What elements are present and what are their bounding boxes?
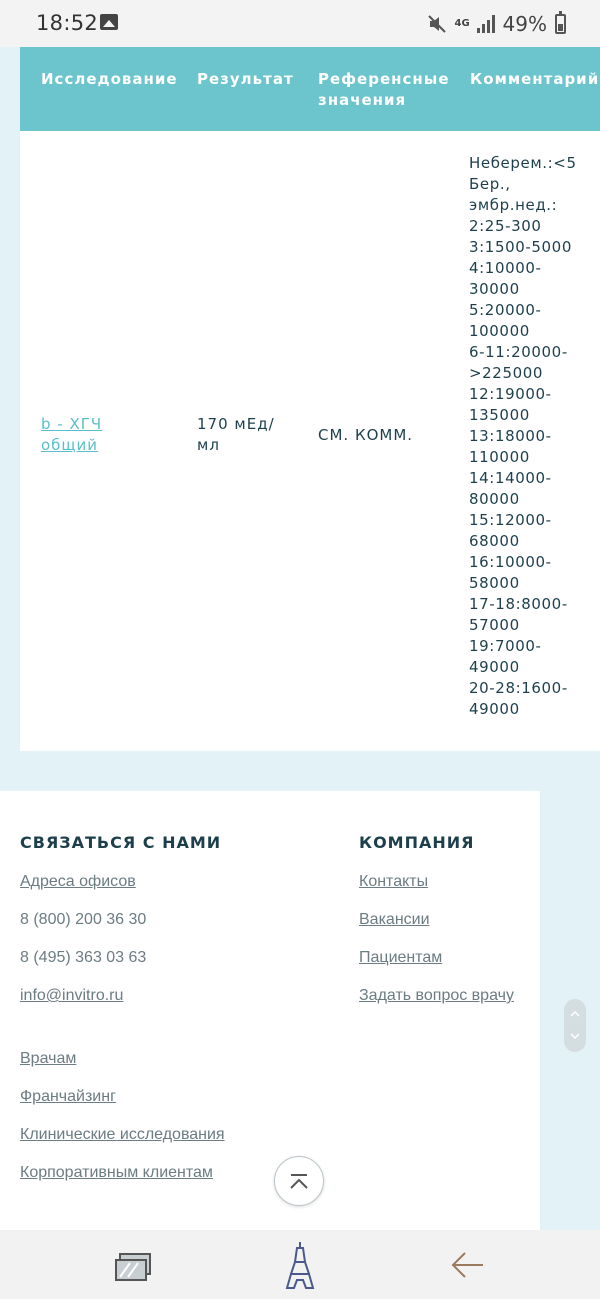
- battery-percent: 49%: [502, 12, 547, 36]
- battery-icon: [555, 14, 566, 34]
- scroll-to-top-button[interactable]: [274, 1156, 324, 1206]
- phone-2[interactable]: 8 (495) 363 03 63: [20, 949, 147, 966]
- study-link[interactable]: [41, 414, 102, 456]
- study-link-line2: общий: [41, 436, 99, 454]
- comment-line: 30000: [469, 280, 520, 298]
- vacancies-link[interactable]: Вакансии: [359, 911, 430, 928]
- scroll-handle[interactable]: [564, 999, 586, 1052]
- comment-line: 80000: [469, 490, 520, 508]
- comment-line: 57000: [469, 616, 520, 634]
- comment-line: 4:10000-: [469, 259, 542, 277]
- comment-line: >225000: [469, 364, 544, 382]
- tabs-icon: [108, 1240, 158, 1290]
- bottom-nav-bar: [0, 1230, 600, 1299]
- comment-line: 6-11:20000-: [469, 343, 568, 361]
- contact-heading: СВЯЗАТЬСЯ С НАМИ: [20, 833, 222, 852]
- comment-line: 58000: [469, 574, 520, 592]
- scroll-arrows-icon: [564, 999, 586, 1052]
- result-value-line2: мл: [197, 436, 220, 454]
- comment-line: 13:18000-: [469, 427, 552, 445]
- status-time: 18:52: [36, 11, 99, 35]
- comment-line: Неберем.:<5: [469, 154, 577, 172]
- comment-line: 12:19000-: [469, 385, 552, 403]
- gallery-icon: [100, 14, 118, 30]
- comment-line: 100000: [469, 322, 530, 340]
- header-result: Результат: [197, 70, 294, 88]
- comment-line: 49000: [469, 700, 520, 718]
- back-arrow-icon: [443, 1240, 493, 1290]
- franchise-link[interactable]: Франчайзинг: [20, 1088, 116, 1105]
- home-button[interactable]: [275, 1240, 325, 1290]
- signal-icon: [477, 15, 495, 33]
- contacts-link[interactable]: Контакты: [359, 873, 429, 890]
- patients-link[interactable]: Пациентам: [359, 949, 443, 966]
- header-reference-line1: Референсные: [318, 70, 450, 88]
- status-indicators: [427, 12, 566, 36]
- clinical-research-link[interactable]: Клинические исследования: [20, 1126, 225, 1143]
- comment-line: 68000: [469, 532, 520, 550]
- comment-text: [469, 153, 579, 720]
- results-table-header: [20, 47, 600, 131]
- back-button[interactable]: [443, 1240, 493, 1290]
- ask-doctor-link[interactable]: Задать вопрос врачу: [359, 987, 514, 1004]
- comment-line: 16:10000-: [469, 553, 552, 571]
- comment-line: 15:12000-: [469, 511, 552, 529]
- double-chevron-up-icon: [275, 1157, 323, 1205]
- phone-1[interactable]: 8 (800) 200 36 30: [20, 911, 147, 928]
- email-link[interactable]: info@invitro.ru: [20, 987, 124, 1004]
- comment-line: 19:7000-: [469, 637, 542, 655]
- tabs-button[interactable]: [108, 1240, 158, 1290]
- comment-line: 17-18:8000-: [469, 595, 568, 613]
- doctors-link[interactable]: Врачам: [20, 1050, 77, 1067]
- comment-line: 3:1500-5000: [469, 238, 572, 256]
- result-value-line1: 170 мЕд/: [197, 415, 275, 433]
- offices-link[interactable]: Адреса офисов: [20, 873, 136, 890]
- result-value: [197, 414, 275, 456]
- comment-line: 49000: [469, 658, 520, 676]
- comment-line: 20-28:1600-: [469, 679, 568, 697]
- status-bar: [0, 0, 600, 47]
- comment-line: 5:20000-: [469, 301, 542, 319]
- comment-line: эмбр.нед.:: [469, 196, 558, 214]
- mute-icon: [427, 14, 447, 34]
- header-study: Исследование: [41, 70, 178, 88]
- comment-line: 2:25-300: [469, 217, 542, 235]
- corporate-clients-link[interactable]: Корпоративным клиентам: [20, 1164, 213, 1181]
- header-comment: Комментарий: [470, 70, 600, 88]
- company-heading: КОМПАНИЯ: [359, 833, 475, 852]
- comment-line: 110000: [469, 448, 530, 466]
- header-reference: [318, 69, 450, 111]
- comment-line: 135000: [469, 406, 530, 424]
- comment-line: Бер.,: [469, 175, 511, 193]
- eiffel-tower-icon: [275, 1240, 325, 1290]
- reference-value: СМ. КОММ.: [318, 426, 414, 444]
- comment-line: 14:14000-: [469, 469, 552, 487]
- header-reference-line2: значения: [318, 91, 407, 109]
- study-link-line1: b - ХГЧ: [41, 415, 103, 433]
- results-table-row: [20, 131, 600, 751]
- footer: [0, 791, 540, 1230]
- network-type: 4G: [454, 18, 470, 29]
